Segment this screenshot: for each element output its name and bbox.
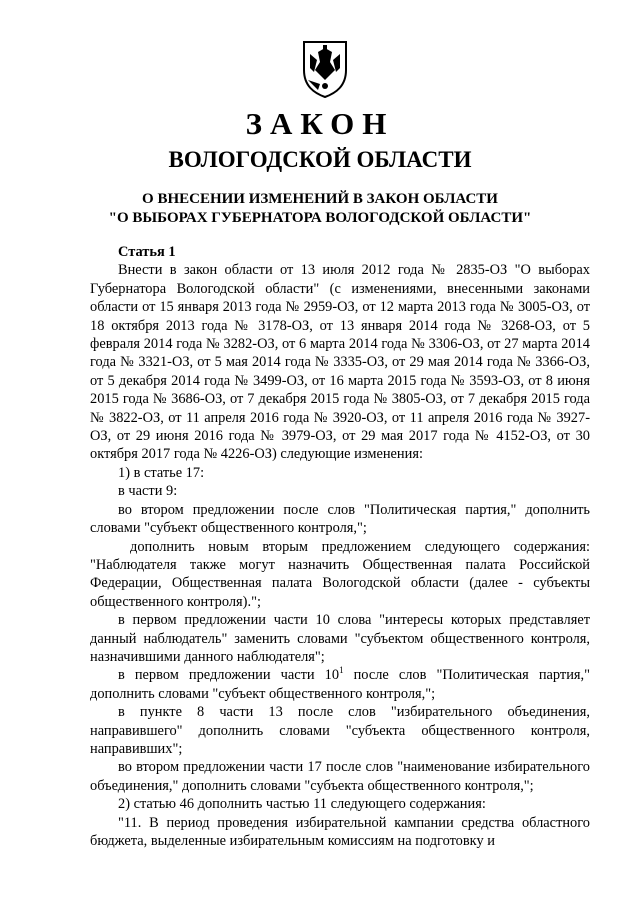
coat-of-arms-icon — [302, 40, 348, 98]
item-1: 1) в статье 17: — [118, 464, 205, 481]
paragraph-1: во втором предложении после слов "Политическая партия," дополнить словами "субъект общественного контроля,"; — [90, 501, 590, 537]
paragraph-4-end: после слов "Политическая партия," дополнить словами "субъект общественного контроля,"; — [90, 667, 590, 702]
paragraph-4 — [90, 666, 590, 703]
paragraph-4-start: в первом предложении части 10 — [118, 667, 340, 684]
part-9: в части 9: — [118, 483, 178, 500]
article-heading: Статья 1 — [118, 244, 176, 260]
region-title: ВОЛОГОДСКОЙ ОБЛАСТИ — [168, 147, 472, 172]
subtitle-line-2: "О ВЫБОРАХ ГУБЕРНАТОРА ВОЛОГОДСКОЙ ОБЛАСТИ" — [108, 210, 532, 226]
subtitle-line-1: О ВНЕСЕНИИ ИЗМЕНЕНИЙ В ЗАКОН ОБЛАСТИ — [142, 191, 498, 207]
superscript: 1 — [339, 665, 344, 676]
item-2: 2) статью 46 дополнить частью 11 следующего содержания: — [118, 796, 486, 813]
law-subtitle — [0, 190, 640, 228]
paragraph-7: "11. В период проведения избирательной кампании средства областного бюджета, выделенные избирательным комиссиям на подготовку и — [90, 814, 590, 849]
paragraph-6: во втором предложении части 17 после слов "наименование избирательного объединения," дополнить словами "субъекта общественного контроля,"; — [90, 759, 590, 794]
paragraph-3: в первом предложении части 10 слова "интересы которых представляет данный наблюдатель" заменить словами "субъектом общественного контроля, назначившими данного наблюдателя"; — [90, 612, 590, 665]
document-title: ЗАКОН — [245, 106, 395, 141]
paragraph-2: дополнить новым вторым предложением следующего содержания: "Наблюдателя также могут назначить Общественная палата Российской Федерации, Общественная палата Вологодской области (далее - субъекты общественного контроля)."; — [90, 538, 590, 610]
article-intro: Внести в закон области от 13 июля 2012 года № 2835-ОЗ "О выборах Губернатора Вологодской области" (с изменениями, внесенными законами области от 15 января 2013 года № 2959-ОЗ, от 12 марта 2013 года № 3005-ОЗ, от 18 октября 2013 года № 3178-ОЗ, от 13 января 2014 года № 3268-ОЗ, от 5 февраля 2014 года № 3282-ОЗ, от 6 марта 2014 года № 3306-ОЗ, от 27 марта 2014 года № 3321-ОЗ, от 5 мая 2014 года № 3335-ОЗ, от 29 мая 2014 года № 3366-ОЗ, от 5 декабря 2014 года № 3499-ОЗ, от 16 марта 2015 года № 3593-ОЗ, от 8 июня 2015 года № 3686-ОЗ, от 7 декабря 2015 года № 3805-ОЗ, от 7 декабря 2015 года № 3822-ОЗ, от 11 апреля 2016 года № 3920-ОЗ, от 11 апреля 2016 года № 3927-ОЗ, от 29 июня 2016 года № 3979-ОЗ, от 29 мая 2017 года № 4152-ОЗ, от 30 октября 2017 года № 4226-ОЗ) следующие изменения: — [90, 262, 590, 463]
document-body — [90, 243, 590, 850]
paragraph-5: в пункте 8 части 13 после слов "избирательного объединения, направившего" дополнить словами "субъекта общественного контроля, направивших"; — [90, 704, 590, 757]
